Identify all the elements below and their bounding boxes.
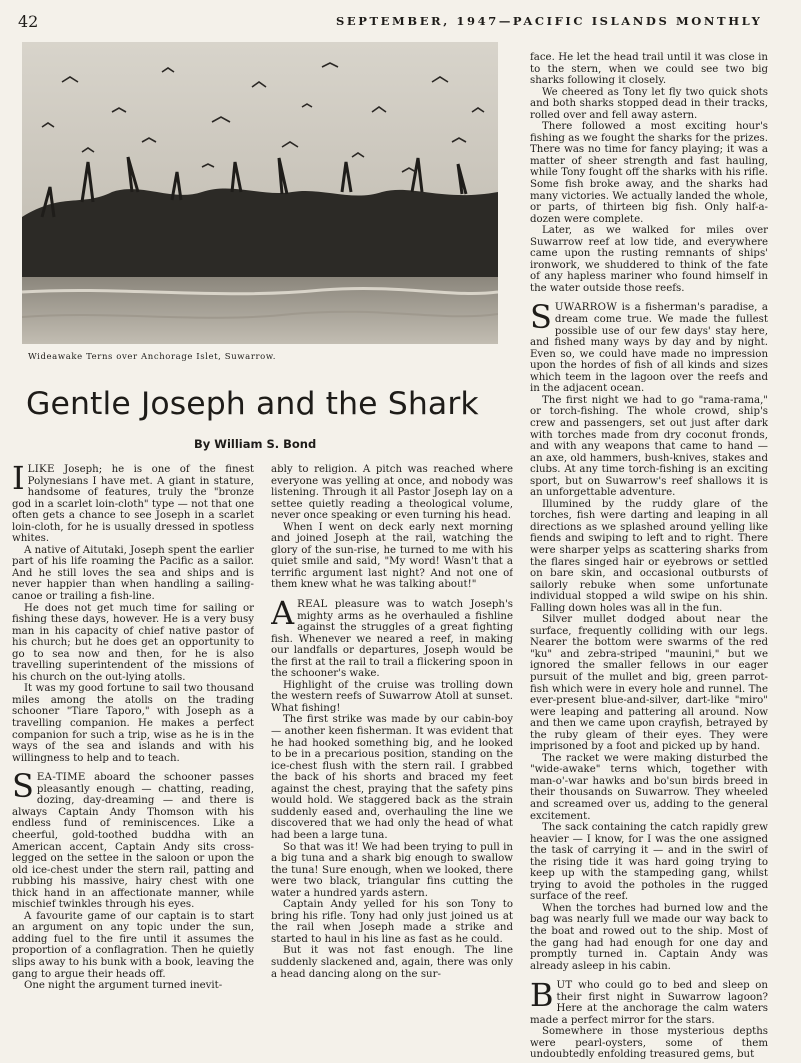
paragraph <box>530 976 768 1026</box>
paragraph: A favourite game of our captain is to start an argument on any topic under the sun, adding fuel to the fire until it assumes the proportion of a conflagration. Then he quietly slips away to his bunk with a book, leaving the gang to argue their heads off. <box>12 910 254 980</box>
article-column-2 <box>271 464 513 1062</box>
paragraph: face. He let the head trail until it was close in to the stern, when we could see two big sharks following it closely. <box>530 52 768 87</box>
paragraph: Silver mullet dodged about near the surface, frequently colliding with our legs. Nearer the bottom were swarms of the red "ku" and zebra-striped "maunini," but we ignored the smaller fellows in our eager pursuit of the mullet and big, green parrot-fish which were in every hole and runnel. The ever-present blue-and-silver, dart-like "miro" were leaping and pattering all around. Now and then we came upon crayfish, betrayed by the ruby gleam of their eyes. They were imprisoned by a foot and picked up by hand. <box>530 614 768 753</box>
page-header <box>14 10 787 36</box>
drop-cap: A <box>271 594 295 633</box>
running-head: SEPTEMBER, 1947—PACIFIC ISLANDS MONTHLY <box>336 14 763 28</box>
tern-photo <box>22 42 498 344</box>
paragraph: One night the argument turned inevit- <box>24 980 223 992</box>
paragraph <box>530 298 768 395</box>
paragraph: The sack containing the catch rapidly grew heavier — I know, for I was the one assigned the task of carrying it — and in the swirl of the rising tide it was hard going trying to keep up with the stampeding gang, whilst trying to avoid the potholes in the rugged surface of the reef. <box>530 822 768 903</box>
paragraph-text: who could go to bed and sleep on their first night in Suwarrow lagoon? Here at the anchorage the calm waters made a perfect mirror for the stars. <box>530 980 768 1026</box>
lead-in: EA-TIME <box>36 772 86 784</box>
paragraph: The first night we had to go "rama-rama," or torch-fishing. The whole crowd, ship's crew and passengers, set out just after dark with torches made from dry coconut fronds, and with any weapons that came to hand — an axe, old hammers, bush-knives, stakes and clubs. At any time torch-fishing is an exciting sport, but on Suwarrow's reef shallows it is an unforgettable adventure. <box>530 394 768 499</box>
paragraph: The first strike was made by our cabin-boy — another keen fisherman. It was evident that he had hooked something big, and he looked to be in a precarious position, standing on the ice-chest flush with the stern rail. I grabbed the back of his shorts and braced my feet against the chest, praying that the safety pins would hold. We staggered back as the strain suddenly eased and, overhauling the line we discovered that we had only the head of what had been a large tuna. <box>271 714 513 841</box>
paragraph: So that was it! We had been trying to pull in a big tuna and a shark big enough to swallow the tuna! Sure enough, when we looked, there were two black, triangular fins cutting the water a hundred yards astern. <box>271 841 513 899</box>
paragraph: There followed a most exciting hour's fishing as we fought the sharks for the prizes. There was no time for fancy playing; it was a matter of sheer strength and fast hauling, while Tony fought off the sharks with his rifle. Some fish broke away, and the sharks had many victories. We actually landed the whole, or parts, of thirteen big fish. Only half-a-dozen were complete. <box>530 121 768 225</box>
paragraph: It was my good fortune to sail two thousand miles among the atolls on the trading schooner "Tiare Taporo," with Joseph as a travelling companion. He makes a perfect companion for such a trip, wise as he is in the ways of the sea and islands and with his willingness to help and to teach. <box>12 683 254 764</box>
paragraph: When I went on deck early next morning and joined Joseph at the rail, watching the glory of the sun-rise, he turned to me with his quiet smile and said, "My word! Wasn't that a terrific argument last night? And not one of them knew what he was talking about!" <box>271 521 513 591</box>
paragraph <box>271 594 513 680</box>
article-column-3 <box>530 52 768 1062</box>
drop-cap: I <box>12 464 25 497</box>
paragraph-text: is a fisherman's paradise, a dream come true. We made the fullest possible use of our few days' stay here, and fished many ways by day and by night. Even so, we could have made no impression upon the hordes of fish of all kinds and sizes which teem in the lagoon over the reefs and in the adjacent ocean. <box>530 302 768 395</box>
drop-cap: B <box>530 976 554 1015</box>
paragraph: When the torches had burned low and the bag was nearly full we made our way back to the boat and rowed out to the ship. Most of the gang had had enough for one day and promptly turned in. Captain Andy was already asleep in his cabin. <box>530 902 768 972</box>
drop-cap: S <box>530 298 552 337</box>
article-byline: By William S. Bond <box>194 437 317 451</box>
paragraph: A native of Aitutaki, Joseph spent the earlier part of his life roaming the Pacific as a sailor. And he still loves the sea and ships and is never happier than when handling a sailing-canoe or trailing a fish-line. <box>12 544 254 603</box>
lead-in: LIKE <box>27 464 55 475</box>
paragraph: Highlight of the cruise was trolling down the western reefs of Suwarrow Atoll at sunset. What fishing! <box>271 679 513 714</box>
tern-photo-illustration <box>22 42 498 344</box>
paragraph-text: Joseph; he is one of the finest Polynesians I have met. A giant in stature, handsome of features, truly the "bronze god in a scarlet loin-cloth" type — not that one often gets a chance to see Joseph in a scarlet loin-cloth, for he is usually dressed in spotless whites. <box>12 464 254 545</box>
paragraph-text: aboard the schooner passes pleasantly enough — chatting, reading, dozing, day-dreaming — and there is always Captain Andy Thomson with his endless fund of reminiscences. Like a cheerful, gold-toothed buddha with an American accent, Captain Andy sits cross-legged on the settee in the saloon or upon the old ice-chest under the stern rail, patting and rubbing his massive, hairy chest with one thick hand in an affectionate manner, while mischief twinkles through his eyes. <box>12 772 254 911</box>
drop-cap: S <box>12 767 34 806</box>
lead-in: UT <box>556 980 573 992</box>
paragraph: Somewhere in those mysterious depths were pearl-oysters, some of them undoubtedly enfolding treasured gems, but <box>530 1026 768 1061</box>
paragraph: ably to religion. A pitch was reached where everyone was yelling at once, and nobody was listening. Through it all Pastor Joseph lay on a settee quietly reading a theological volume, never once speaking or even turning his head. <box>271 464 513 522</box>
article-column-1 <box>12 464 254 1062</box>
paragraph-text: pleasure was to watch Joseph's mighty arms as he overhauled a fishline against the struggles of a great fighting fish. Whenever we neared a reef, in making our landfalls or departures, Joseph would be the first at the rail to trail a flickering spoon in the schooner's wake. <box>271 599 513 680</box>
paragraph: The racket we were making disturbed the "wide-awake" terns which, together with man-o'-war hawks and bo'sun birds breed in their thousands on Suwarrow. They wheeled and screamed over us, adding to the general excitement. <box>530 752 768 822</box>
paragraph <box>12 767 254 911</box>
paragraph: Later, as we walked for miles over Suwarrow reef at low tide, and everywhere came upon the rusting remnants of ships' ironwork, we shuddered to think of the fate of any hapless mariner who found himself in the water outside those reefs. <box>530 225 768 294</box>
paragraph: We cheered as Tony let fly two quick shots and both sharks stopped dead in their tracks, rolled over and fell away astern. <box>530 86 768 121</box>
paragraph: But it was not fast enough. The line suddenly slackened and, again, there was only a head dancing along on the sur- <box>271 945 513 980</box>
paragraph: He does not get much time for sailing or fishing these days, however. He is a very busy man in his capacity of chief native pastor of his church; but he does get an opportunity to go to sea now and then, for he is also travelling superintendent of the missions of his church on the out-lying atolls. <box>12 602 254 683</box>
paragraph <box>12 464 254 545</box>
paragraph: Captain Andy yelled for his son Tony to bring his rifle. Tony had only just joined us at the rail when Joseph made a strike and started to haul in his line as fast as he could. <box>271 899 513 945</box>
photo-caption: Wideawake Terns over Anchorage Islet, Suwarrow. <box>28 352 277 362</box>
lead-in: UWARROW <box>554 302 618 314</box>
article-title: Gentle Joseph and the Shark <box>26 386 479 422</box>
page-number: 42 <box>18 12 39 31</box>
lead-in: REAL <box>297 599 328 611</box>
paragraph: Illumined by the ruddy glare of the torches, fish were darting and leaping in all directions as we splashed around yelling like fiends and swiping to left and to right. There were sharper yelps as scattering sharks from the flares singed hair or eyebrows or settled on bare skin, and occasional outbursts of sailorly rebuke when some unfortunate individual stopped a wild swipe on his shin. Falling down holes was all in the fun. <box>530 498 768 614</box>
